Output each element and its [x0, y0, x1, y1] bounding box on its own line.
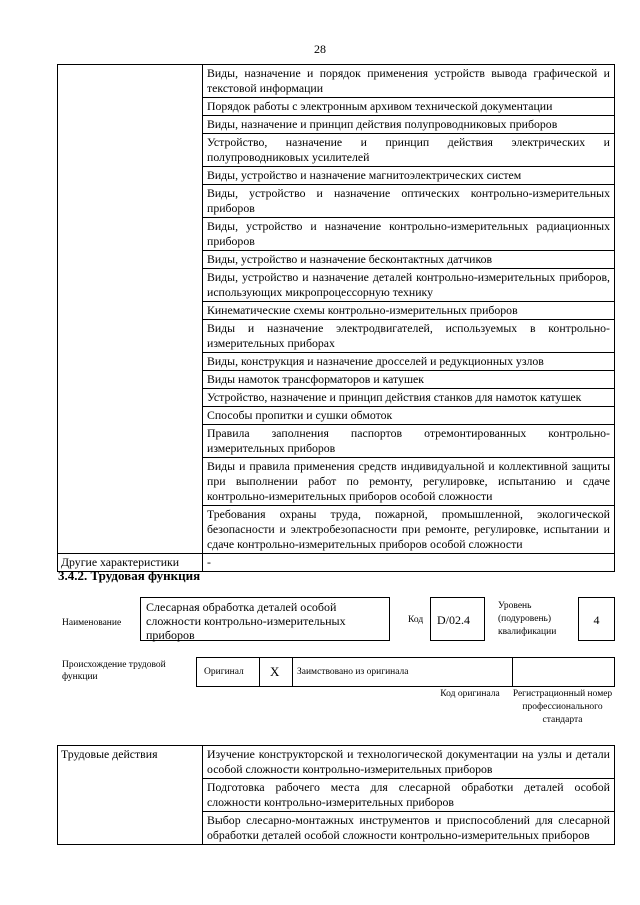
- name-label: Наименование: [62, 618, 122, 628]
- knowledge-item: Кинематические схемы контрольно-измерительных приборов: [203, 302, 615, 320]
- section-title: 3.4.2. Трудовая функция: [58, 568, 201, 583]
- knowledge-item: Порядок работы с электронным архивом технической документации: [203, 98, 615, 116]
- knowledge-item: Виды и правила применения средств индивидуальной и коллективной защиты при выполнении работ по ремонту, регулировке, испытанию и сдаче контрольно-измерительных приборов особой сложности: [203, 458, 615, 506]
- knowledge-item: Виды, устройство и назначение оптических контрольно-измерительных приборов: [203, 185, 615, 218]
- knowledge-item: Виды, назначение и порядок применения устройств вывода графической и текстовой информации: [203, 65, 615, 98]
- knowledge-item: Требования охраны труда, пожарной, промышленной, экологической безопасности и электробезопасности при ремонте, регулировке, испытании и сдаче контрольно-измерительных приборов особой сложности: [203, 506, 615, 554]
- origin-table: [196, 657, 615, 687]
- knowledge-item: Устройство, назначение и принцип действия электрических и полупроводниковых усилителей: [203, 134, 615, 167]
- knowledge-table: [57, 64, 615, 572]
- empty-label-cell: [58, 65, 203, 554]
- reg-number-label: Регистрационный номер профессионального стандарта: [512, 689, 613, 725]
- origin-original: Оригинал: [204, 667, 244, 677]
- knowledge-item: Виды и назначение электродвигателей, используемых в контрольно-измерительных приборах: [203, 320, 615, 353]
- other-characteristics-label: Другие характеристики: [58, 554, 203, 572]
- knowledge-item: Устройство, назначение и принцип действия станков для намоток катушек: [203, 389, 615, 407]
- knowledge-item: Способы пропитки и сушки обмоток: [203, 407, 615, 425]
- function-code: D/02.4: [430, 597, 485, 641]
- code-original-label: Код оригинала: [440, 689, 500, 699]
- knowledge-item: Виды, назначение и принцип действия полупроводниковых приборов: [203, 116, 615, 134]
- level-label: Уровень (подуровень) квалификации: [498, 601, 557, 637]
- knowledge-item: Виды, устройство и назначение магнитоэлектрических систем: [203, 167, 615, 185]
- origin-label: Происхождение трудовой функции: [62, 660, 166, 682]
- knowledge-item: Виды, устройство и назначение бесконтактных датчиков: [203, 251, 615, 269]
- origin-mark: X: [270, 664, 280, 679]
- labor-actions-table: [57, 745, 615, 845]
- labor-actions-label: Трудовые действия: [58, 746, 203, 845]
- qualification-level: 4: [578, 597, 615, 641]
- labor-action-item: Выбор слесарно-монтажных инструментов и приспособлений для слесарной обработки деталей особой сложности контрольно-измерительных приборов: [203, 812, 615, 845]
- knowledge-item: Правила заполнения паспортов отремонтированных контрольно-измерительных приборов: [203, 425, 615, 458]
- knowledge-item: Виды, устройство и назначение деталей контрольно-измерительных приборов, использующих микропроцессорную технику: [203, 269, 615, 302]
- knowledge-item: Виды, конструкция и назначение дросселей и редукционных узлов: [203, 353, 615, 371]
- knowledge-item: Виды, устройство и назначение контрольно-измерительных радиационных приборов: [203, 218, 615, 251]
- code-label: Код: [408, 615, 424, 625]
- knowledge-item: Виды намоток трансформаторов и катушек: [203, 371, 615, 389]
- page-number: 28: [314, 42, 326, 56]
- other-characteristics-value: -: [203, 554, 615, 572]
- labor-action-row: [58, 746, 615, 779]
- labor-action-item: Подготовка рабочего места для слесарной обработки деталей особой сложности контрольно-измерительных приборов: [203, 779, 615, 812]
- origin-borrowed: Заимствовано из оригинала: [297, 667, 409, 677]
- knowledge-row: [58, 65, 615, 98]
- function-name: Слесарная обработка деталей особой сложности контрольно-измерительных приборов: [140, 597, 390, 641]
- labor-action-item: Изучение конструкторской и технологической документации на узлы и детали особой сложности контрольно-измерительных приборов: [203, 746, 615, 779]
